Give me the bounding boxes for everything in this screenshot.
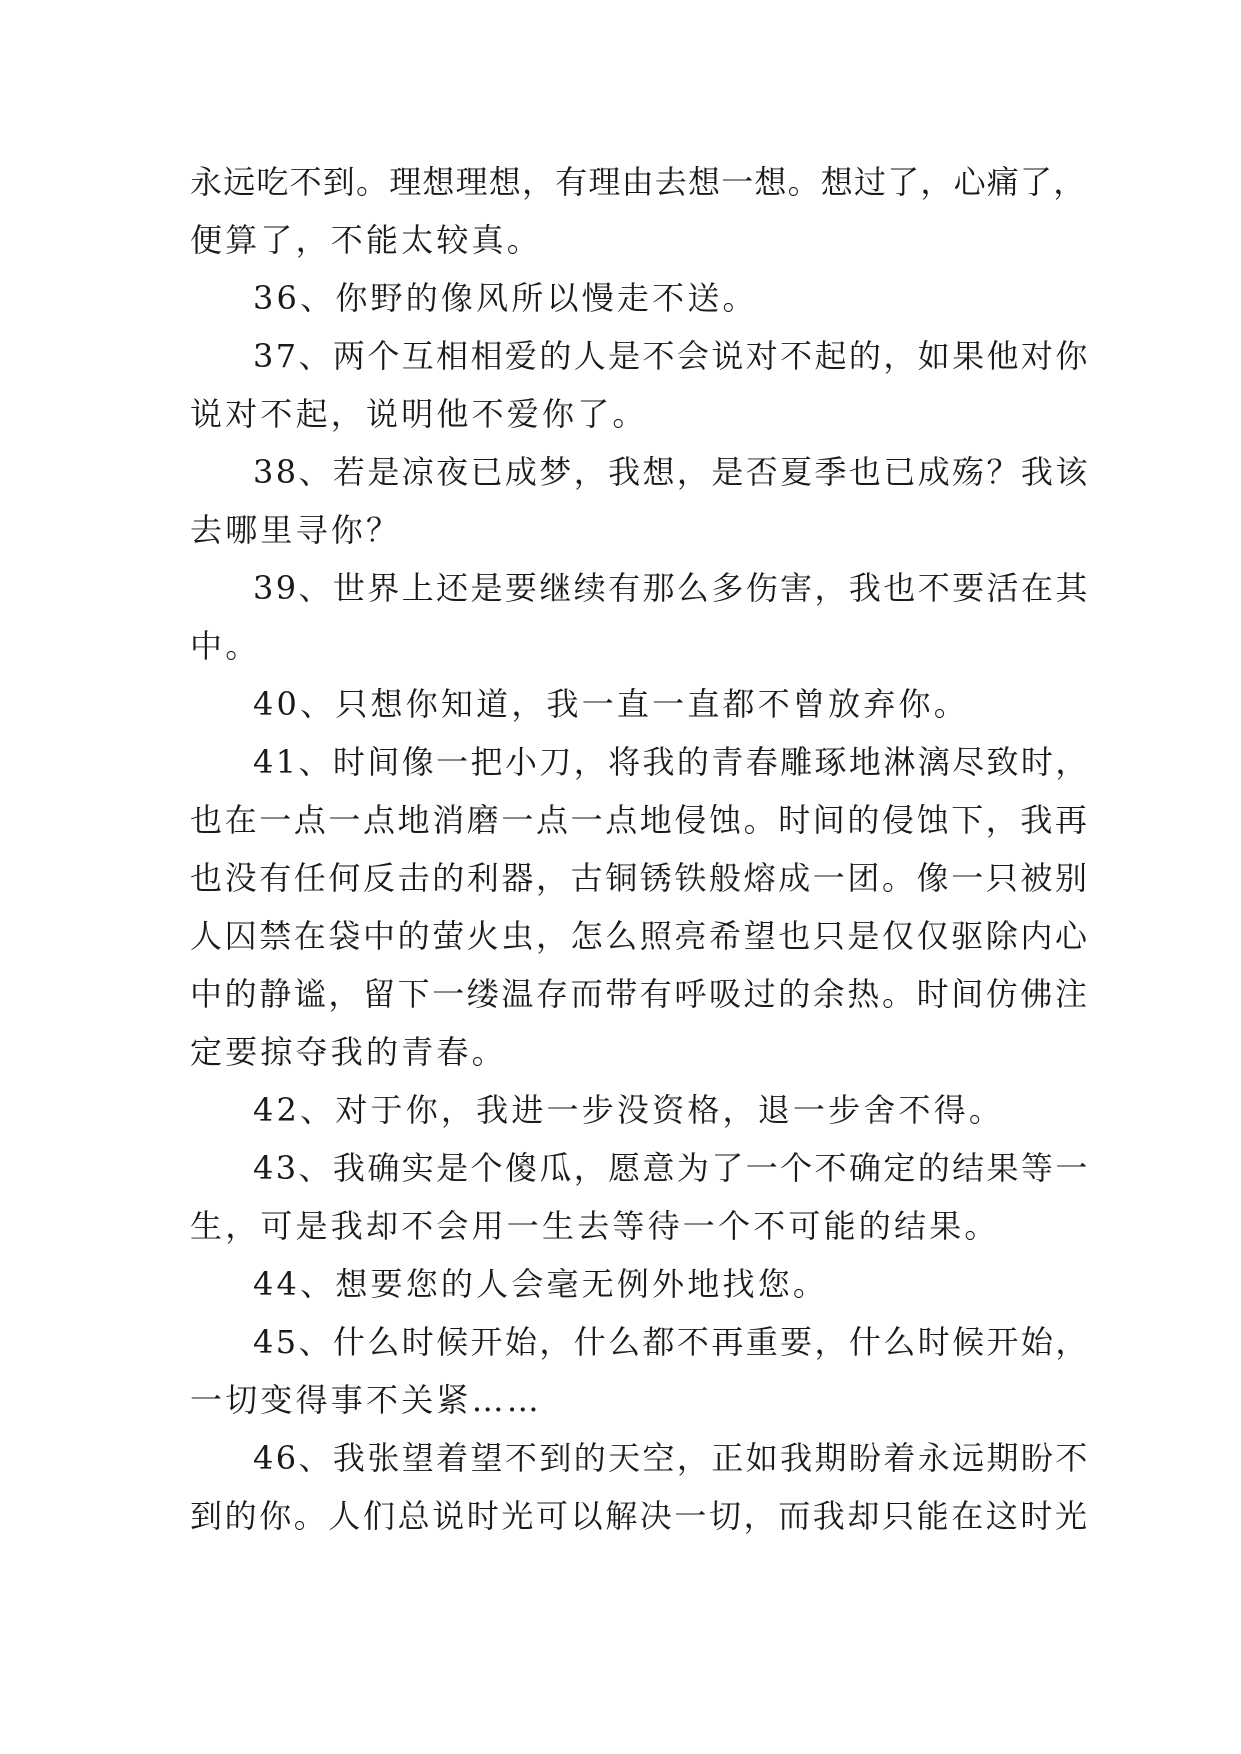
- text-line: 也没有任何反击的利器，古铜锈铁般熔成一团。像一只被别: [190, 859, 1090, 897]
- text-line: 生，可是我却不会用一生去等待一个不可能的结果。: [190, 1207, 1000, 1245]
- text-line: 中。: [190, 627, 261, 665]
- text-line: 也在一点一点地消磨一点一点地侵蚀。时间的侵蚀下，我再: [190, 801, 1090, 839]
- text-line: 去哪里寻你？: [190, 511, 402, 549]
- item-38-line: 38、若是凉夜已成梦，我想，是否夏季也已成殇？我该: [253, 453, 1090, 491]
- text-line: 人囚禁在袋中的萤火虫，怎么照亮希望也只是仅仅驱除内心: [190, 917, 1090, 955]
- item-37-line: 37、两个互相相爱的人是不会说对不起的，如果他对你: [253, 337, 1090, 375]
- item-36-line: 36、你野的像风所以慢走不送。: [253, 279, 758, 317]
- text-line: 到的你。人们总说时光可以解决一切，而我却只能在这时光: [190, 1497, 1090, 1535]
- item-40-line: 40、只想你知道，我一直一直都不曾放弃你。: [253, 685, 969, 723]
- item-41-line: 41、时间像一把小刀，将我的青春雕琢地淋漓尽致时，: [253, 743, 1090, 781]
- text-line: 永远吃不到。理想理想，有理由去想一想。想过了，心痛了，: [190, 163, 1087, 201]
- item-42-line: 42、对于你，我进一步没资格，退一步舍不得。: [253, 1091, 1005, 1129]
- text-line: 便算了，不能太较真。: [190, 221, 543, 259]
- text-line: 说对不起，说明他不爱你了。: [190, 395, 648, 433]
- item-45-line: 45、什么时候开始，什么都不再重要，什么时候开始，: [253, 1323, 1090, 1361]
- text-line: 中的静谧，留下一缕温存而带有呼吸过的余热。时间仿佛注: [190, 975, 1090, 1013]
- item-43-line: 43、我确实是个傻瓜，愿意为了一个不确定的结果等一: [253, 1149, 1090, 1187]
- item-44-line: 44、想要您的人会毫无例外地找您。: [253, 1265, 829, 1303]
- text-line: 一切变得事不关紧……: [190, 1381, 543, 1419]
- item-39-line: 39、世界上还是要继续有那么多伤害，我也不要活在其: [253, 569, 1090, 607]
- item-46-line: 46、我张望着望不到的天空，正如我期盼着永远期盼不: [253, 1439, 1090, 1477]
- text-line: 定要掠夺我的青春。: [190, 1033, 507, 1071]
